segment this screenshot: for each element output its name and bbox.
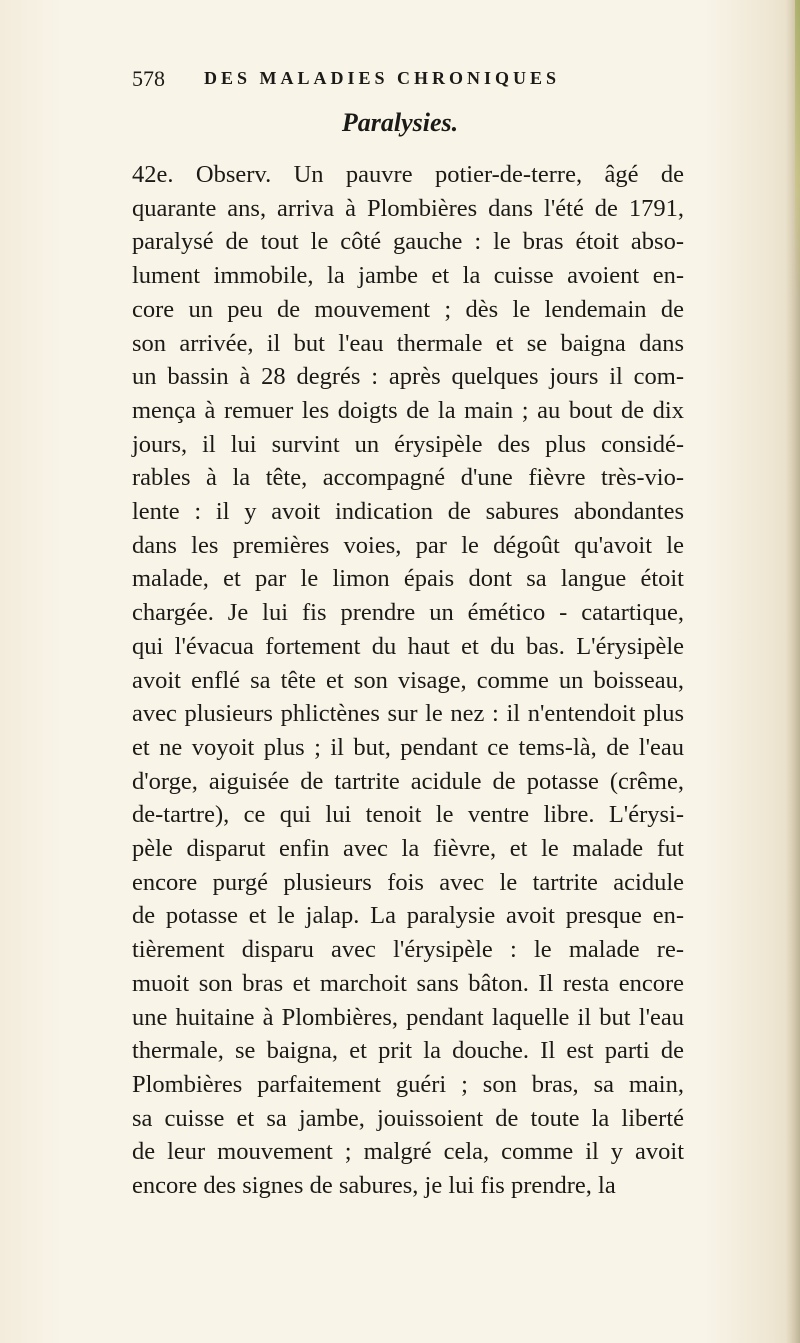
running-head-title: DES MALADIES CHRONIQUES (204, 68, 561, 88)
page-number: 578 (132, 66, 165, 91)
text-line: son arrivée, il but l'eau thermale et se baigna dans (132, 329, 684, 357)
text-line: jours, il lui survint un érysipèle des plus considé- (132, 430, 684, 458)
text-line: Plombières parfaitement guéri ; son bras, sa main, (132, 1070, 684, 1098)
running-head (132, 66, 692, 98)
text-line: core un peu de mouvement ; dès le lendemain de (132, 295, 684, 323)
text-line: encore purgé plusieurs fois avec le tartrite acidule (132, 868, 684, 896)
text-line: rables à la tête, accompagné d'une fièvre très-vio- (132, 464, 684, 492)
text-line: tièrement disparu avec l'érysipèle : le malade re- (132, 936, 684, 964)
text-line: de leur mouvement ; malgré cela, comme il y avoit (132, 1138, 684, 1166)
text-line: pèle disparut enfin avec la fièvre, et le malade fut (132, 835, 684, 863)
text-line: de-tartre), ce qui lui tenoit le ventre libre. L'érysi- (132, 801, 684, 829)
text-line: 42e. Observ. Un pauvre potier-de-terre, âgé de (132, 161, 684, 188)
text-line: d'orge, aiguisée de tartrite acidule de potasse (crême, (132, 767, 684, 795)
body-text (132, 158, 684, 1203)
page-edge-stain (795, 0, 800, 300)
text-line: paralysé de tout le côté gauche : le bras étoit abso- (132, 228, 684, 256)
text-line: un bassin à 28 degrés : après quelques jours il com- (132, 363, 684, 391)
text-line: sa cuisse et sa jambe, jouissoient de toute la liberté (132, 1104, 684, 1132)
text-line: chargée. Je lui fis prendre un émético - catartique, (132, 599, 684, 627)
text-line: mença à remuer les doigts de la main ; au bout de dix (132, 396, 684, 424)
text-line: de potasse et le jalap. La paralysie avoit presque en- (132, 902, 684, 930)
text-line: thermale, se baigna, et prit la douche. Il est parti de (132, 1037, 684, 1065)
text-line: une huitaine à Plombières, pendant laquelle il but l'eau (132, 1003, 684, 1031)
text-line: qui l'évacua fortement du haut et du bas. L'érysipèle (132, 632, 684, 660)
text-line: avoit enflé sa tête et son visage, comme un boisseau, (132, 666, 684, 694)
text-line: encore des signes de sabures, je lui fis prendre, la (132, 1172, 616, 1200)
text-line: muoit son bras et marchoit sans bâton. Il resta encore (132, 969, 684, 997)
text-line: lument immobile, la jambe et la cuisse avoient en- (132, 262, 684, 290)
text-line: quarante ans, arriva à Plombières dans l'été de 1791, (132, 194, 684, 222)
section-title: Paralysies. (341, 108, 459, 137)
text-line: avec plusieurs phlictènes sur le nez : il n'entendoit plus (132, 700, 684, 728)
text-line: et ne voyoit plus ; il but, pendant ce tems-là, de l'eau (132, 733, 684, 761)
text-line: lente : il y avoit indication de sabures abondantes (132, 498, 684, 526)
text-line: dans les premières voies, par le dégoût qu'avoit le (132, 531, 684, 559)
text-line: malade, et par le limon épais dont sa langue étoit (132, 565, 684, 593)
